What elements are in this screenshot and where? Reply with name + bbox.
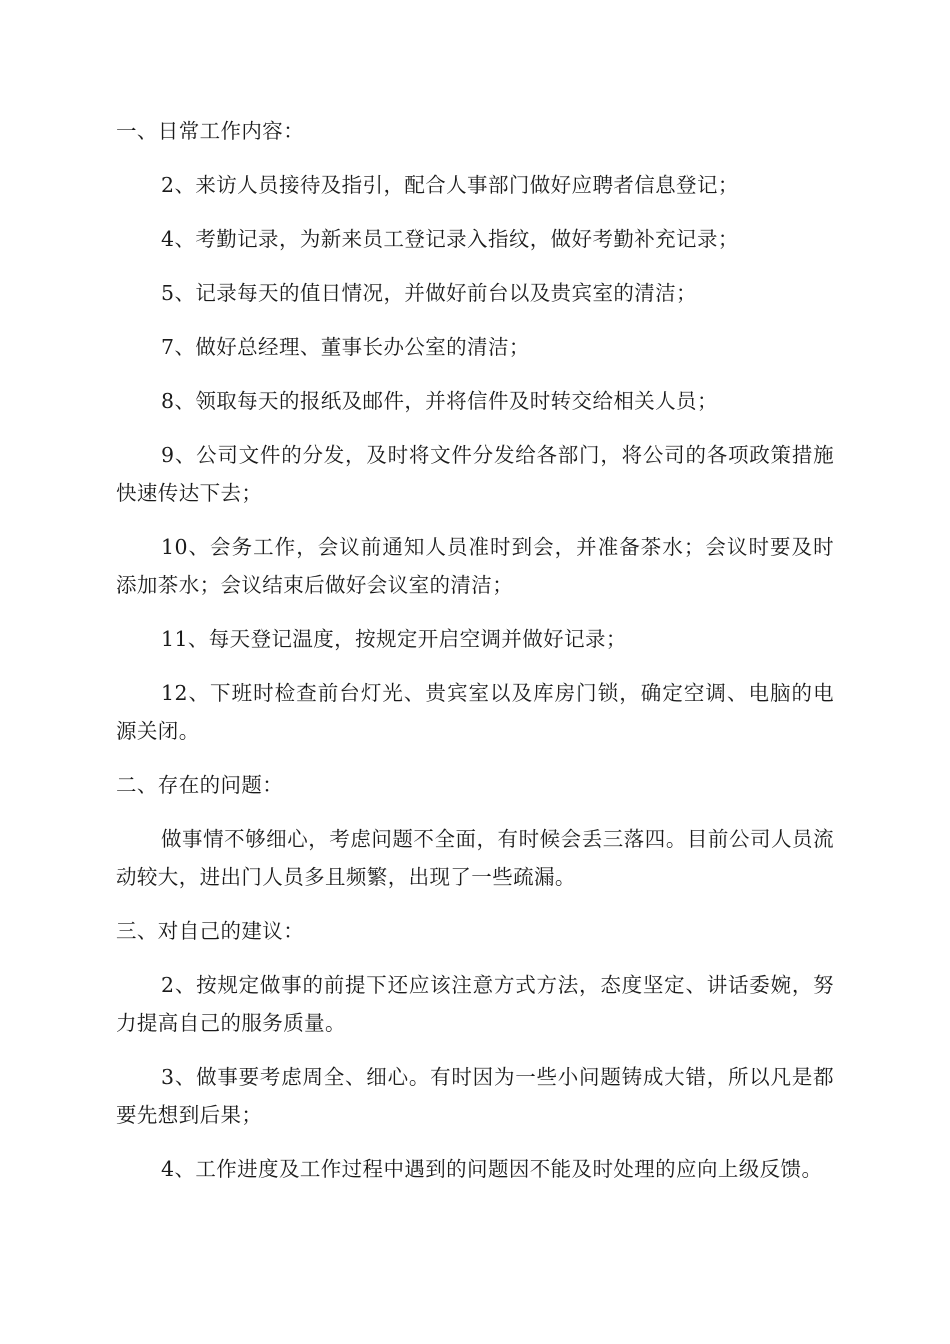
section-heading-daily-work: 一、日常工作内容： [116, 119, 305, 143]
paragraph-item: 做事情不够细心，考虑问题不全面，有时候会丢三落四。目前公司人员流动较大，进出门人员多且频繁，出现了一些疏漏。 [116, 827, 834, 889]
section-heading-suggestions: 三、对自己的建议： [116, 919, 305, 943]
paragraph-item: 8、领取每天的报纸及邮件，并将信件及时转交给相关人员； [161, 389, 718, 413]
paragraph-item: 2、来访人员接待及指引，配合人事部门做好应聘者信息登记； [161, 173, 739, 197]
paragraph-item: 5、记录每天的值日情况，并做好前台以及贵宾室的清洁； [161, 281, 697, 305]
paragraph-item: 4、考勤记录，为新来员工登记录入指纹，做好考勤补充记录； [161, 227, 739, 251]
paragraph-item: 3、做事要考虑周全、细心。有时因为一些小问题铸成大错，所以凡是都要先想到后果； [116, 1065, 834, 1127]
document-body [116, 112, 834, 1204]
paragraph-item: 9、公司文件的分发，及时将文件分发给各部门，将公司的各项政策措施快速传达下去； [116, 443, 834, 505]
paragraph-item: 2、按规定做事的前提下还应该注意方式方法，态度坚定、讲话委婉，努力提高自己的服务质量。 [116, 973, 834, 1035]
section-heading-problems: 二、存在的问题： [116, 773, 284, 797]
paragraph-item: 12、下班时检查前台灯光、贵宾室以及库房门锁，确定空调、电脑的电源关闭。 [116, 681, 834, 743]
paragraph-item: 11、每天登记温度，按规定开启空调并做好记录； [161, 627, 627, 651]
paragraph-item: 4、工作进度及工作过程中遇到的问题因不能及时处理的应向上级反馈。 [161, 1157, 823, 1181]
paragraph-item: 7、做好总经理、董事长办公室的清洁； [161, 335, 530, 359]
paragraph-item: 10、会务工作，会议前通知人员准时到会，并准备茶水；会议时要及时添加茶水；会议结束后做好会议室的清洁； [116, 535, 834, 597]
